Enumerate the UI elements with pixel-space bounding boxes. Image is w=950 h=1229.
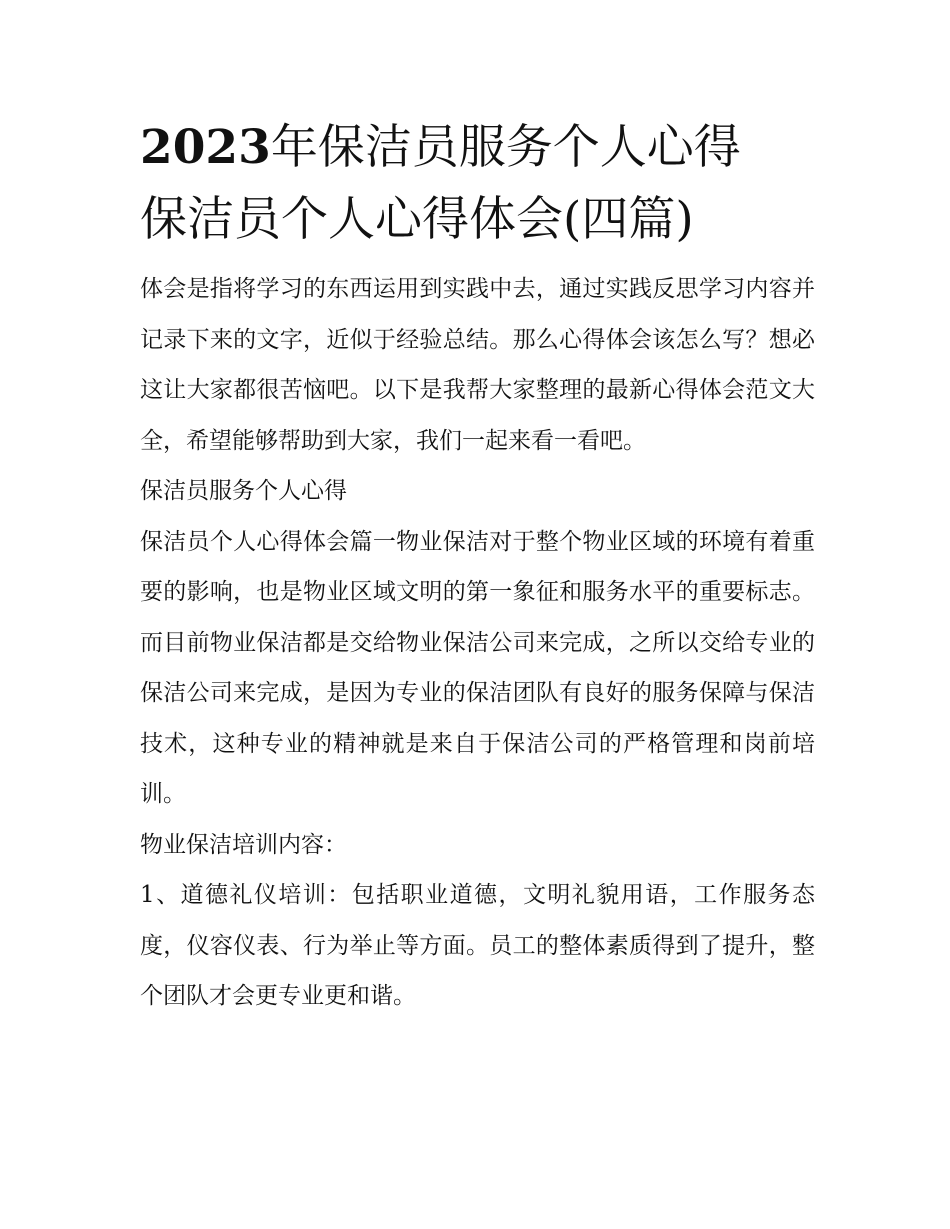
document-body xyxy=(140,264,815,1022)
section-heading: 保洁员服务个人心得 xyxy=(140,478,347,504)
title-line-1 xyxy=(140,112,815,184)
title-year: 2023 xyxy=(140,120,271,175)
intro-paragraph: 体会是指将学习的东西运用到实践中去，通过实践反思学习内容并记录下来的文字，近似于经验总结。那么心得体会该怎么写？想必这让大家都很苦恼吧。以下是我帮大家整理的最新心得体会范文大全，希望能够帮助到大家，我们一起来看一看吧。 xyxy=(140,276,815,454)
body-paragraph: 保洁员个人心得体会篇一物业保洁对于整个物业区域的环境有着重要的影响，也是物业区域文明的第一象征和服务水平的重要标志。而目前物业保洁都是交给物业保洁公司来完成，之所以交给专业的保洁公司来完成，是因为专业的保洁团队有良好的服务保障与保洁技术，这种专业的精神就是来自于保洁公司的严格管理和岗前培训。 xyxy=(140,528,815,807)
document-title xyxy=(140,112,815,256)
document-page xyxy=(140,112,815,1022)
training-item-1: 1、道德礼仪培训：包括职业道德，文明礼貌用语，工作服务态度，仪容仪表、行为举止等方面。员工的整体素质得到了提升，整个团队才会更专业更和谐。 xyxy=(140,882,815,1009)
title-line-2: 保洁员个人心得体会(四篇) xyxy=(140,192,694,247)
title-line-1-text: 年保洁员服务个人心得 xyxy=(270,120,741,175)
training-heading: 物业保洁培训内容： xyxy=(140,831,347,858)
